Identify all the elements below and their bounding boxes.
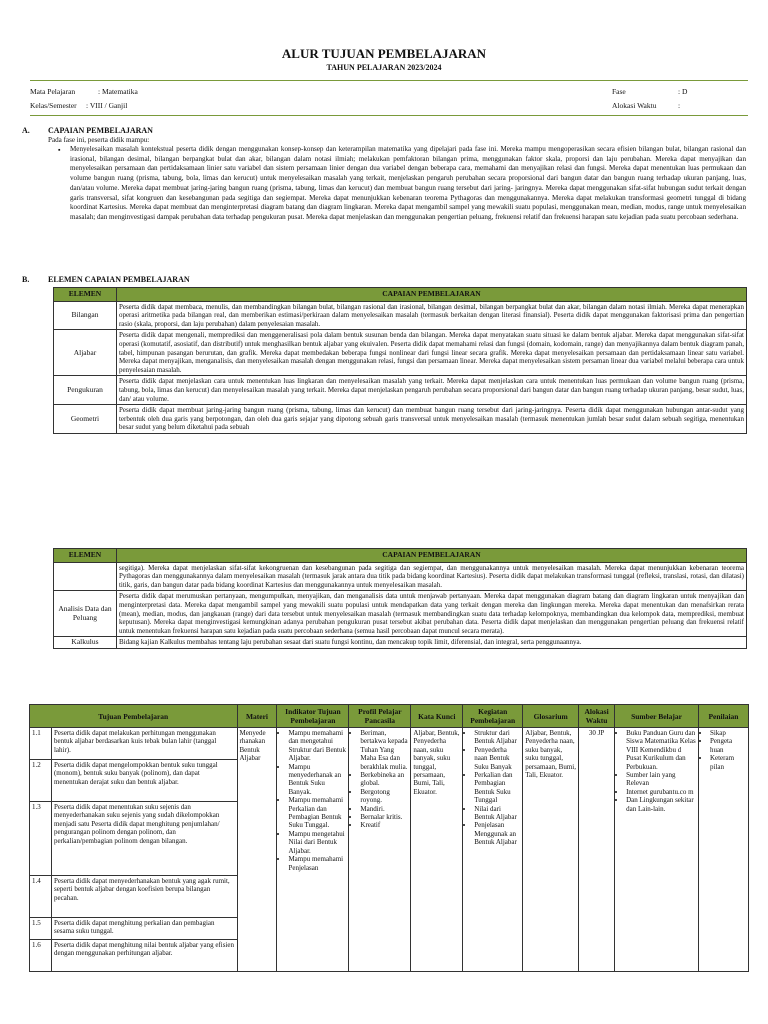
list-item: • Mampu mengetahui Nilai dari Bentuk Aljabar. xyxy=(288,830,346,855)
elemen-header: ELEMEN xyxy=(54,288,117,302)
capaian-cell: Peserta didik dapat merumuskan pertanyaan, mengumpulkan, menyajikan, dan menganalisis data untuk menjawab pertanyaan. Mereka dapat menggunakan diagram batang dan diagram lingkaran untuk menyajikan dan menginterpretasi data. Mereka dapat mengambil sampel yang mewakili suatu populasi untuk mendapatkan data yang terkait dengan mereka dan lingkungan mereka. Mereka dapat menentukan dan menafsirkan rerata (mean), median, modus, dan jangkauan (range) dari data tersebut untuk menyelesaikan masalah (termasuk membandingkan suatu data terhadap kelompoknya, membandingkan dua kelompok data, memprediksi, membuat keputusan). Mereka dapat menginvestigasi kemungkinan adanya perubahan pengukuran pusat tersebut akibat perubahan data. Peserta didik dapat menjelaskan dan menggunakan pengertian peluang dan frekuensi relatif untuk menentukan frekuensi harapan satu kejadian pada suatu percobaan sederhana (semua hasil percobaan dapat muncul secara merata). xyxy=(116,591,746,637)
capaian-cell: Peserta didik dapat membaca, menulis, dan membandingkan bilangan bulat, bilangan rasional dan irasional, bilangan desimal, bilangan berpangkat bulat dan akar, bilangan dalam notasi ilmiah. Mereka dapat menerapkan operasi aritmetika pada bilangan real, dan memberikan estimasi/perkiraan dalam menyelesaikan masalah (termasuk berkaitan dengan literasi finansial). Peserta didik dapat menggunakan faktorisasi prima dan pengertian rasio (skala, proporsi, dan laju perubahan) dalam penyelesaian masalah. xyxy=(116,301,746,330)
elemen-cell: Geometri xyxy=(54,405,117,434)
capaian-cell: Peserta didik dapat membuat jaring-jaring bangun ruang (prisma, tabung, limas dan kerucut) dan membuat bangun ruang tersebut dari jaring-jaringnya. Peserta didik dapat menggunakan hubungan antar-sudut yang terbentuk oleh dua garis yang berpotongan, dan oleh dua garis sejajar yang dipotong sebuah garis transversal untuk menyelesaikan masalah (termasuk menentukan jumlah besar sudut dalam sebuah segitiga, menentukan besar sudut yang belum diketahui pada sebuah xyxy=(116,405,746,434)
bullet-icon: ▪ xyxy=(58,146,61,154)
header-kegiatan: Kegiatan Pembelajaran xyxy=(463,705,523,728)
section-a-letter: A. xyxy=(22,126,30,135)
section-a-heading: CAPAIAN PEMBELAJARAN xyxy=(48,126,153,135)
list-item: • Perkalian dan Pembagian Bentuk Suku Tunggal xyxy=(474,771,520,805)
table-row xyxy=(54,562,747,591)
capaian-cell: segitiga). Mereka dapat menjelaskan sifat-sifat kekongruenan dan kesebangunan pada segitiga dan segiempat, dan menggunakannya untuk menyelesaikan masalah. Mereka dapat menunjukkan kebenaran teorema Pythagoras dan menggunakannya dalam menyelesaikan masalah (termasuk jarak antara dua titik pada bidang koordinat Kartesius). Peserta didik dapat melakukan transformasi tunggal (refleksi, translasi, rotasi, dan dilatasi) titik, garis, dan bangun datar pada bidang koordinat Kartesius dan menggunakannya untuk menyelesaikan masalah. xyxy=(116,562,746,591)
kelas-label: Kelas/Semester xyxy=(30,101,77,110)
header-sumber: Sumber Belajar xyxy=(615,705,699,728)
table-row xyxy=(54,591,747,637)
section-a-intro: Pada fase ini, peserta didik mampu: xyxy=(48,136,150,144)
list-item: • Pengeta huan xyxy=(710,737,746,754)
elemen-cell: Analisis Data dan Peluang xyxy=(54,591,117,637)
header-glosarium: Glosarium xyxy=(523,705,579,728)
list-item: • Bernalar kritis. xyxy=(360,813,408,821)
table-row xyxy=(54,301,747,330)
tp-text: Peserta didik dapat menyederhanakan bentuk yang agak rumit, seperti bentuk aljabar dengan koefisien berupa bilangan pecahan. xyxy=(51,876,237,918)
tp-number: 1.2 xyxy=(30,760,52,802)
list-item: • Kreatif xyxy=(360,821,408,829)
tp-number: 1.3 xyxy=(30,802,52,876)
elemen-cell: Aljabar xyxy=(54,330,117,376)
elemen-cell: Bilangan xyxy=(54,301,117,330)
list-item: • Sikap xyxy=(710,729,746,737)
list-item: • Keteram pilan xyxy=(710,754,746,771)
capaian-cell: Bidang kajian Kalkulus membahas tentang laju perubahan sesaat dari suatu fungsi kontinu, dan mencakup topik limit, diferensial, dan integral, serta penggunaannya. xyxy=(116,637,746,649)
capaian-cell: Peserta didik dapat mengenali, memprediksi dan menggeneralisasi pola dalam bentuk susunan benda dan bilangan. Mereka dapat menyatakan suatu situasi ke dalam bentuk aljabar. Mereka dapat menggunakan sifat-sifat operasi (komutatif, asosiatif, dan distributif) untuk menghasilkan bentuk aljabar yang ekuivalen. Peserta didik dapat memahami relasi dan fungsi (domain, kodomain, range) dan menyajikannya dalam bentuk diagram panah, tabel, himpunan pasangan berurutan, dan grafik. Mereka dapat membedakan beberapa fungsi nonlinear dari fungsi linear secara grafik. Mereka dapat menyelesaikan persamaan dan pertidaksamaan linear satu variabel. Mereka dapat menyajikan, menganalisis, dan menyelesaikan masalah dengan menggunakan relasi, fungsi dan persamaan linear. Mereka dapat menyelesaikan sistem persaman linear dua variabel melalui beberapa cara untuk penyelesaian masalah. xyxy=(116,330,746,376)
header-indikator: Indikator Tujuan Pembelajaran xyxy=(277,705,349,728)
list-item: • Struktur dari Bentuk Aljabar xyxy=(474,729,520,746)
kegiatan-cell xyxy=(463,728,523,972)
list-item: • Buku Panduan Guru dan Siswa Matematika Kelas VIII Kemendikbu d Pusat Kurikulum dan Perbukuan. xyxy=(626,729,696,771)
table-row xyxy=(54,637,747,649)
tp-text: Peserta didik dapat menghitung nilai bentuk aljabar yang efisien dengan menggunakan perhitungan aljabar. xyxy=(51,940,237,972)
tp-text: Peserta didik dapat menghitung perkalian dan pembagian sesama suku tunggal. xyxy=(51,918,237,940)
document-subtitle: TAHUN PELAJARAN 2023/2024 xyxy=(326,63,442,72)
tp-number: 1.6 xyxy=(30,940,52,972)
alokasi-cell: 30 JP xyxy=(579,728,615,972)
tp-number: 1.5 xyxy=(30,918,52,940)
profil-cell xyxy=(349,728,411,972)
table-row xyxy=(54,376,747,405)
top-rule xyxy=(30,80,748,81)
glosarium-cell: Aljabar, Bentuk, Penyederha naan, suku banyak, suku tunggal, persamaan, Bumi, Tali, Ekuator. xyxy=(523,728,579,972)
list-item: • Mampu memahami dan mengetahui Struktur dari Bentuk Aljabar. xyxy=(288,729,346,763)
elemen-header: ELEMEN xyxy=(54,549,117,563)
elemen-table-2 xyxy=(53,548,747,649)
list-item: • Beriman, bertakwa kepada Tuhan Yang Maha Esa dan berakhlak mulia. xyxy=(360,729,408,771)
materi-cell: Menyede rhanakan Bentuk Aljabar xyxy=(237,728,277,972)
tp-number: 1.4 xyxy=(30,876,52,918)
meta-rule xyxy=(30,115,748,116)
fase-value: : D xyxy=(678,87,688,96)
list-item: • Penyederha naan Bentuk Suku Banyak xyxy=(474,746,520,771)
tp-table xyxy=(29,704,749,972)
kelas-value: : VIII / Ganjil xyxy=(86,101,128,110)
header-materi: Materi xyxy=(237,705,277,728)
list-item: • Berkebineka an global. xyxy=(360,771,408,788)
tp-text: Peserta didik dapat mengelompokkan bentuk suku tunggal (monom), bentuk suku banyak (polinom), dan dapat menentukan derajat suku dan bentuk aljabar. xyxy=(51,760,237,802)
elemen-cell: Kalkulus xyxy=(54,637,117,649)
list-item: • Internet gurubantu.co m xyxy=(626,788,696,796)
list-item: • Dan Lingkungan sekitar dan Lain-lain. xyxy=(626,796,696,813)
list-item: • Sumber lain yang Relevan xyxy=(626,771,696,788)
kata-kunci-cell: Aljabar, Bentuk, Penyederha naan, suku banyak, suku tunggal, persamaan, Bumi, Tali, Ekuator. xyxy=(411,728,463,972)
elemen-cell xyxy=(54,562,117,591)
list-item: • Bergotong royong. xyxy=(360,788,408,805)
list-item: • Mandiri. xyxy=(360,805,408,813)
capaian-cell: Peserta didik dapat menjelaskan cara untuk menentukan luas lingkaran dan menyelesaikan masalah yang terkait. Mereka dapat menjelaskan cara untuk menentukan luas permukaan dan volume bangun ruang (prisma, tabung, bola, limas dan kerucut) dan menyelesaikan masalah yang terkait. Mereka dapat menjelaskan pengaruh perubahan secara proporsional dari bangun datar dan bangun ruang terhadap ukuran panjang, besar sudut, luas, dan/ atau volume. xyxy=(116,376,746,405)
section-b-heading: ELEMEN CAPAIAN PEMBELAJARAN xyxy=(48,275,190,284)
document-title: ALUR TUJUAN PEMBELAJARAN xyxy=(281,46,487,61)
capaian-header: CAPAIAN PEMBELAJARAN xyxy=(116,288,746,302)
list-item: • Penjelasan Menggunak an Bentuk Aljabar xyxy=(474,821,520,846)
penilaian-cell xyxy=(698,728,748,972)
sumber-cell xyxy=(615,728,699,972)
indikator-cell xyxy=(277,728,349,972)
tp-row xyxy=(30,728,749,760)
tp-text: Peserta didik dapat menentukan suku sejenis dan menyederhanakan suku sejenis yang sudah dikelompokkan menjadi satu Peserta didik dapat menghitung penjumlahan/ pengurangan polinom dengan polinom, dan perkalian/pembagian polinom dengan bilangan. xyxy=(51,802,237,876)
tp-text: Peserta didik dapat melakukan perhitungan menggunakan bentuk aljabar berdasarkan kuis tebak bulan lahir (tanggal lahir). xyxy=(51,728,237,760)
elemen-cell: Pengukuran xyxy=(54,376,117,405)
alokasi-value: : xyxy=(678,101,681,110)
mapel-value: : Matematika xyxy=(98,87,138,96)
section-a-text: Menyelesaikan masalah kontekstual peserta didik dengan menggunakan konsep-konsep dan keterampilan matematika yang dipelajari pada fase ini. Mereka mampu mengoperasikan secara efisien bilangan bulat, bilangan rasional dan irasional, bilangan desimal, bilangan berpangkat bulat dan akar, bilangan dalam notasi ilmiah; melakukan pemfaktoran bilangan prima, menggunakan faktor skala, proporsi dan laju perubahan. Mereka dapat menyajikan dan menyelesaikan persamaan dan pertidaksamaan linier satu variabel dan sistem persamaan linier dengan dua variabel dengan beberapa cara, memahami dan menyajikan relasi dan fungsi. Mereka dapat menentukan luas permukaan dan volume bangun ruang (prisma, tabung, bola, limas dan kerucut) untuk menyelesaikan masalah yang terkait, menjelaskan pengaruh perubahan secara proporsional dari bangun datar dan bangun ruang terhadap ukuran panjang, luas, dan/atau volume. Mereka dapat membuat jaring-jaring bangun ruang (prisma, tabung, limas dan kerucut) dan membuat bangun ruang tersebut dari jaring- jaringnya. Mereka dapat menggunakan sifat-sifat hubungan sudut terkait dengan garis transversal, sifat kongruen dan kesebangunan pada segitiga dan segiempat. Mereka dapat menunjukkan kebenaran teorema Pythagoras dan menggunakannya. Mereka dapat melakukan transformasi geometri tunggal di bidang koordinat Kartesius. Mereka dapat membuat dan menginterpretasi diagram batang dan diagram lingkaran. Mereka dapat mengambil sampel yang mewakili suatu populasi, menggunakan mean, median, modus, range untuk menyelesaikan masalah; dan menginvestigasi dampak perubahan data terhadap pengukuran pusat. Mereka dapat menjelaskan dan menggunakan pengertian peluang, frekuensi relatif dan frekuensi harapan satu kejadian pada suatu percobaan sederhana. xyxy=(70,145,746,221)
header-profil: Profil Pelajar Pancasila xyxy=(349,705,411,728)
alokasi-label: Alokasi Waktu xyxy=(612,101,657,110)
list-item: • Nilai dari Bentuk Aljabar xyxy=(474,805,520,822)
list-item: • Mampu memahami Perkalian dan Pembagian Bentuk Suku Tunggal. xyxy=(288,796,346,830)
mapel-label: Mata Pelajaran xyxy=(30,87,76,96)
list-item: • Mampu memahami Penjelasan xyxy=(288,855,346,872)
header-penilaian: Penilaian xyxy=(698,705,748,728)
header-tujuan: Tujuan Pembelajaran xyxy=(30,705,238,728)
list-item: • Mampu menyederhanak an Bentuk Suku Banyak. xyxy=(288,763,346,797)
table-row xyxy=(54,330,747,376)
tp-number: 1.1 xyxy=(30,728,52,760)
section-b-letter: B. xyxy=(22,275,30,284)
elemen-table-1 xyxy=(53,287,747,434)
table-row xyxy=(54,405,747,434)
capaian-header: CAPAIAN PEMBELAJARAN xyxy=(116,549,746,563)
header-alokasi: Alokasi Waktu xyxy=(579,705,615,728)
header-kata-kunci: Kata Kunci xyxy=(411,705,463,728)
fase-label: Fase xyxy=(612,87,626,96)
